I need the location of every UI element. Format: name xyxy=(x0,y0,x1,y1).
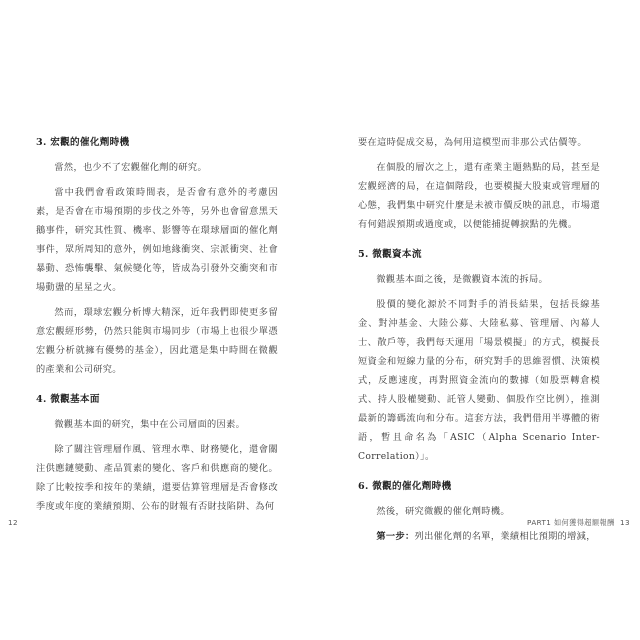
section-heading-4: 4. 微觀基本面 xyxy=(36,394,100,405)
left-page-body xyxy=(36,133,278,516)
section-heading-6: 6. 微觀的催化劑時機 xyxy=(358,481,452,492)
right-page xyxy=(320,0,640,640)
paragraph: 當然，也少不了宏觀催化劑的研究。 xyxy=(54,162,207,173)
page-number-left: 12 xyxy=(8,518,18,527)
paragraph-continued: 要在這時促成交易，為何用這模型而非那公式估價等。 xyxy=(358,137,587,148)
page-number-right: 13 xyxy=(620,518,630,527)
paragraph: 當中我們會看政策時間表，是否會有意外的考慮因素，是否會在市場預期的步伐之外等，另外也會留意黑天鵝事件，研究其性質、機率、影響等在環球層面的催化劑事件，眾所周知的意外，例如地緣衝突、宗派衝突、社會暴動、恐怖襲擊、氣候變化等，皆成為引發外交衝突和市場動盪的星星之火。 xyxy=(36,187,278,293)
paragraph: 股價的變化源於不同對手的消長結果，包括長線基金、對沖基金、大陸公募、大陸私募、管理層、內幕人士、散戶等，我們每天運用「場景模擬」的方式，模擬長短資金和短線力量的分布，研究對手的思維習慣、決策模式，反應速度，再對照資金流向的數據（如股票轉倉模式、持人股權變動、託管人變動、個股作空比例），推測最新的籌碼流向和分布。這套方法，我們借用半導體的術語，暫且命名為「ASIC（Alpha Scenario Inter-Correlation）」。 xyxy=(358,299,600,462)
paragraph: 微觀基本面之後，是微觀資本流的拆局。 xyxy=(376,274,549,285)
step-text: 列出催化劑的名單，業績相比預期的增減， xyxy=(414,531,596,542)
paragraph: 然而，環球宏觀分析博大精深，近年我們即使更多留意宏觀經形勢，仍然只能與市場同步（市場上也很少單憑宏觀分析就擁有優勢的基金），因此還是集中時間在微觀的產業和公司研究。 xyxy=(36,307,278,375)
right-page-body xyxy=(358,133,600,546)
section-heading-5: 5. 微觀資本流 xyxy=(358,249,422,260)
step-label: 第一步： xyxy=(376,531,415,542)
step-paragraph xyxy=(358,527,600,546)
section-heading-3: 3. 宏觀的催化劑時機 xyxy=(36,137,130,148)
running-footer xyxy=(527,518,630,528)
running-head: PART1 如何獲得超額報酬 xyxy=(527,518,615,527)
paragraph: 微觀基本面的研究，集中在公司層面的因素。 xyxy=(54,419,246,430)
paragraph: 然後，研究微觀的催化劑時機。 xyxy=(376,506,510,517)
paragraph: 在個股的層次之上，還有產業主題熱點的局，甚至是宏觀經濟的局，在這個階段，也要模擬大股東或管理層的心態，我們集中研究什麼是未被市價反映的訊息，市場還有何錯誤預期或過度或，以便能捕捉轉捩點的先機。 xyxy=(358,162,600,230)
paragraph: 除了關注管理層作風、管理水準、財務變化，還會關注供應鏈變動、產品質素的變化、客戶和供應商的變化。除了比較按季和按年的業績，還要估算管理層是否會修改季度或年度的業績預期、公布的財報有否財技陷阱、為何 xyxy=(36,444,278,512)
